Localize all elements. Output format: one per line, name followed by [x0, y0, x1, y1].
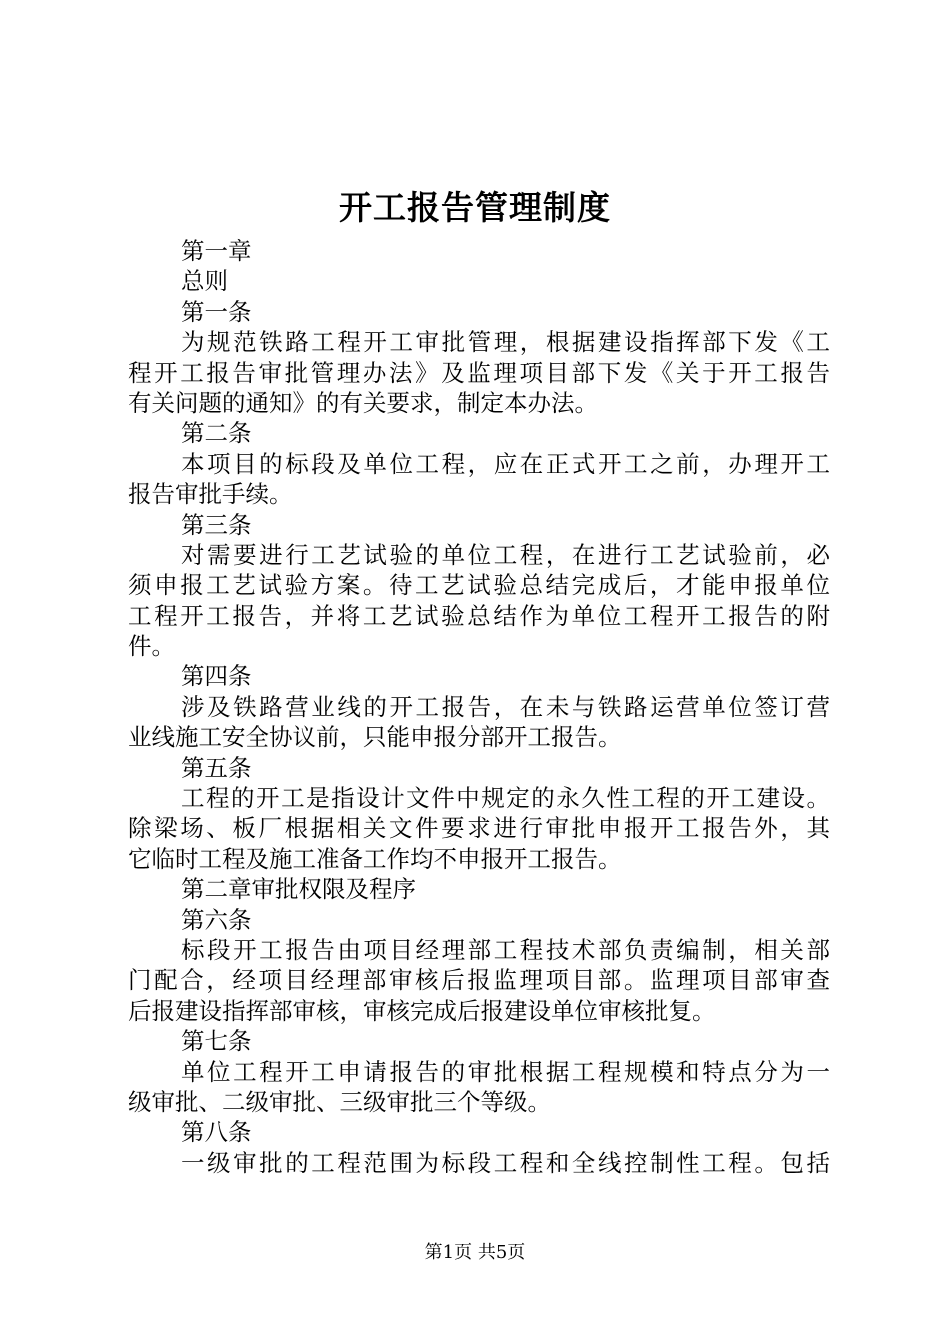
text-line: 为规范铁路工程开工审批管理，根据建设指挥部下发《工: [181, 328, 830, 357]
text-line: 工程开工报告，并将工艺试验总结作为单位工程开工报告的附: [128, 601, 830, 630]
text-line: 程开工报告审批管理办法》及监理项目部下发《关于开工报告: [128, 358, 830, 387]
document-title: 开工报告管理制度: [339, 188, 611, 227]
text-line: 一级审批的工程范围为标段工程和全线控制性工程。包括: [181, 1148, 830, 1177]
text-line: 有关问题的通知》的有关要求，制定本办法。: [128, 388, 598, 417]
text-line: 它临时工程及施工准备工作均不申报开工报告。: [128, 844, 622, 873]
text-line: 件。: [128, 632, 175, 661]
text-line: 涉及铁路营业线的开工报告，在未与铁路运营单位签订营: [181, 692, 830, 721]
text-line: 除梁场、板厂根据相关文件要求进行审批申报开工报告外，其: [128, 814, 830, 843]
text-line: 标段开工报告由项目经理部工程技术部负责编制，相关部: [181, 935, 830, 964]
text-line: 第三条: [181, 510, 252, 539]
text-line: 第六条: [181, 905, 252, 934]
text-line: 业线施工安全协议前，只能申报分部开工报告。: [128, 723, 622, 752]
text-line: 第二章审批权限及程序: [181, 875, 416, 904]
text-line: 工程的开工是指设计文件中规定的永久性工程的开工建设。: [181, 784, 830, 813]
text-line: 对需要进行工艺试验的单位工程，在进行工艺试验前，必: [181, 540, 830, 569]
page-footer: 第1页 共5页: [424, 1242, 526, 1263]
text-line: 后报建设指挥部审核，审核完成后报建设单位审核批复。: [128, 996, 716, 1025]
text-line: 第五条: [181, 753, 252, 782]
text-line: 单位工程开工申请报告的审批根据工程规模和特点分为一: [181, 1057, 830, 1086]
text-line: 报告审批手续。: [128, 480, 293, 509]
text-line: 级审批、二级审批、三级审批三个等级。: [128, 1087, 551, 1116]
text-line: 第一章: [181, 237, 252, 265]
text-line: 本项目的标段及单位工程，应在正式开工之前，办理开工: [181, 449, 830, 478]
text-line: 第二条: [181, 419, 252, 448]
text-line: 第一条: [181, 297, 252, 326]
text-line: 第四条: [181, 662, 252, 691]
text-line: 总则: [181, 267, 228, 296]
text-line: 门配合，经项目经理部审核后报监理项目部。监理项目部审查: [128, 966, 830, 995]
text-line: 第八条: [181, 1118, 252, 1147]
text-line: 须申报工艺试验方案。待工艺试验总结完成后，才能申报单位: [128, 571, 830, 600]
document-body: [128, 236, 830, 1178]
text-line: 第七条: [181, 1027, 252, 1056]
